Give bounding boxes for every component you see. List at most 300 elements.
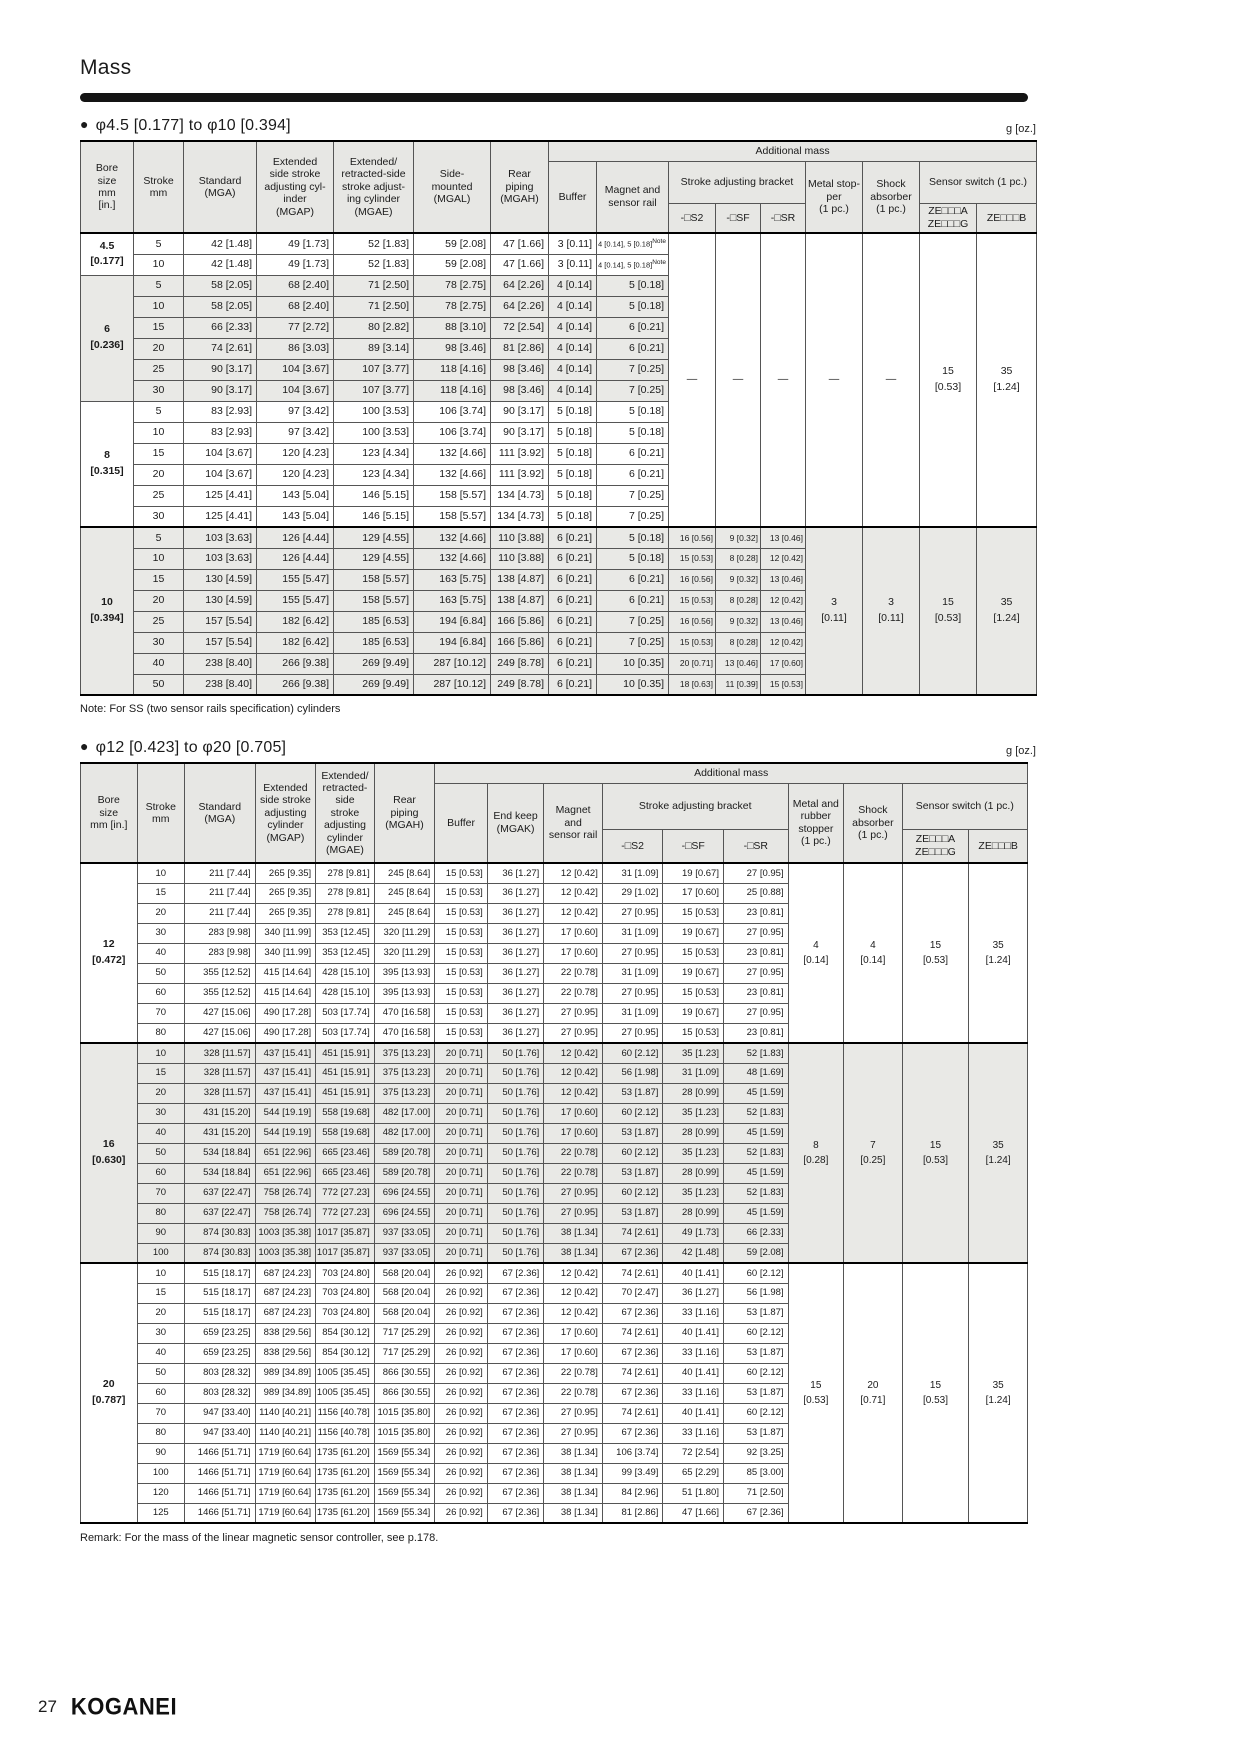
stroke-cell: 90 xyxy=(137,1443,184,1463)
merged-mass-cell: 35 [1.24] xyxy=(969,863,1028,1043)
mass-value-cell: 60 [2.12] xyxy=(602,1143,663,1163)
mass-value-cell: 15 [0.53] xyxy=(435,983,487,1003)
mass-value-cell: 687 [24.23] xyxy=(255,1283,316,1303)
mass-value-cell: 50 [1.76] xyxy=(487,1123,544,1143)
mass-value-cell: 490 [17.28] xyxy=(255,1023,316,1043)
mass-value-cell: 67 [2.36] xyxy=(487,1483,544,1503)
mass-value-cell: 92 [3.25] xyxy=(723,1443,788,1463)
mass-value-cell: 90 [3.17] xyxy=(184,380,257,401)
mass-value-cell: 838 [29.56] xyxy=(255,1343,316,1363)
mass-value-cell: 51 [1.80] xyxy=(663,1483,724,1503)
mass-value-cell: 320 [11.29] xyxy=(374,943,435,963)
mass-value-cell: 33 [1.16] xyxy=(663,1343,724,1363)
mass-value-cell: 12 [0.42] xyxy=(544,1263,603,1283)
mass-value-cell: 53 [1.87] xyxy=(723,1383,788,1403)
mass-value-cell: 665 [23.46] xyxy=(316,1143,375,1163)
mass-value-cell: 717 [25.29] xyxy=(374,1343,435,1363)
mass-value-cell: 27 [0.95] xyxy=(544,1423,603,1443)
mass-value-cell: 637 [22.47] xyxy=(184,1203,255,1223)
mass-value-cell: 20 [0.71] xyxy=(435,1183,487,1203)
stroke-cell: 125 xyxy=(137,1503,184,1523)
mass-value-cell: 6 [0.21] xyxy=(549,674,597,695)
mass-value-cell: 20 [0.71] xyxy=(435,1243,487,1263)
mass-value-cell: 17 [0.60] xyxy=(544,1123,603,1143)
bore-size-cell: 16 [0.630] xyxy=(81,1043,138,1263)
mass-value-cell: 27 [0.95] xyxy=(602,943,663,963)
mass-value-cell: 97 [3.42] xyxy=(257,401,334,422)
bore-size-cell: 12 [0.472] xyxy=(81,863,138,1043)
mass-value-cell: 20 [0.71] xyxy=(669,653,716,674)
mass-value-cell: 7 [0.25] xyxy=(597,611,669,632)
merged-mass-cell: 8 [0.28] xyxy=(788,1043,844,1263)
mass-value-cell: 36 [1.27] xyxy=(487,923,544,943)
mass-value-cell: 427 [15.06] xyxy=(184,1023,255,1043)
mass-value-cell: 4 [0.14], 5 $[0.18]^{Note}$ xyxy=(597,254,669,275)
mass-value-cell: 83 [2.93] xyxy=(184,401,257,422)
mass-value-cell: 90 [3.17] xyxy=(184,359,257,380)
mass-value-cell: 53 [1.87] xyxy=(602,1163,663,1183)
stroke-cell: 80 xyxy=(137,1203,184,1223)
mass-value-cell: 1735 [61.20] xyxy=(316,1463,375,1483)
mass-value-cell: 104 [3.67] xyxy=(184,464,257,485)
mass-value-cell: 20 [0.71] xyxy=(435,1143,487,1163)
mass-value-cell: 107 [3.77] xyxy=(334,380,414,401)
mass-value-cell: 125 [4.41] xyxy=(184,506,257,527)
mass-value-cell: 211 [7.44] xyxy=(184,863,255,883)
merged-mass-cell: 35 [1.24] xyxy=(969,1043,1028,1263)
stroke-cell: 70 xyxy=(137,1183,184,1203)
stroke-cell: 120 xyxy=(137,1483,184,1503)
mass-value-cell: 427 [15.06] xyxy=(184,1003,255,1023)
mass-value-cell: 50 [1.76] xyxy=(487,1043,544,1063)
mass-value-cell: 157 [5.54] xyxy=(184,611,257,632)
stroke-cell: 5 xyxy=(134,233,184,254)
mass-value-cell: 854 [30.12] xyxy=(316,1343,375,1363)
mass-value-cell: 6 [0.21] xyxy=(549,653,597,674)
mass-value-cell: 36 [1.27] xyxy=(487,943,544,963)
stroke-cell: 70 xyxy=(137,1003,184,1023)
column-header: Bore size mm [in.] xyxy=(81,763,138,863)
mass-value-cell: 437 [15.41] xyxy=(255,1043,316,1063)
mass-value-cell: 20 [0.71] xyxy=(435,1063,487,1083)
mass-value-cell: 15 [0.53] xyxy=(663,1023,724,1043)
column-header: -□SR xyxy=(761,203,806,233)
mass-value-cell: 245 [8.64] xyxy=(374,883,435,903)
mass-value-cell: 249 [8.78] xyxy=(491,653,549,674)
mass-value-cell: 1015 [35.80] xyxy=(374,1403,435,1423)
mass-value-cell: 5 [0.18] xyxy=(597,422,669,443)
mass-value-cell: 26 [0.92] xyxy=(435,1363,487,1383)
mass-value-cell: 47 [1.66] xyxy=(663,1503,724,1523)
mass-value-cell: 1569 [55.34] xyxy=(374,1483,435,1503)
stroke-cell: 80 xyxy=(137,1023,184,1043)
mass-value-cell: 17 [0.60] xyxy=(544,923,603,943)
mass-value-cell: 12 [0.42] xyxy=(544,1043,603,1063)
mass-value-cell: 100 [3.53] xyxy=(334,401,414,422)
mass-value-cell: 67 [2.36] xyxy=(487,1443,544,1463)
stroke-cell: 10 xyxy=(137,1263,184,1283)
mass-value-cell: 36 [1.27] xyxy=(487,883,544,903)
mass-value-cell: 53 [1.87] xyxy=(723,1303,788,1323)
mass-value-cell: 67 [2.36] xyxy=(602,1343,663,1363)
mass-value-cell: 106 [3.74] xyxy=(414,401,491,422)
mass-value-cell: 12 [0.42] xyxy=(544,863,603,883)
mass-value-cell: 35 [1.23] xyxy=(663,1103,724,1123)
stroke-cell: 10 xyxy=(134,254,184,275)
mass-value-cell: 758 [26.74] xyxy=(255,1183,316,1203)
mass-value-cell: 33 [1.16] xyxy=(663,1423,724,1443)
mass-value-cell: 266 [9.38] xyxy=(257,653,334,674)
mass-value-cell: 415 [14.64] xyxy=(255,963,316,983)
stroke-cell: 20 xyxy=(137,1083,184,1103)
mass-value-cell: 48 [1.69] xyxy=(723,1063,788,1083)
mass-value-cell: 36 [1.27] xyxy=(487,983,544,1003)
stroke-cell: 20 xyxy=(137,1303,184,1323)
page-title: Mass xyxy=(80,56,132,79)
mass-value-cell: 353 [12.45] xyxy=(316,943,375,963)
mass-value-cell: 16 [0.56] xyxy=(669,569,716,590)
mass-value-cell: 269 [9.49] xyxy=(334,674,414,695)
mass-value-cell: 1003 [35.38] xyxy=(255,1223,316,1243)
mass-value-cell: 185 [6.53] xyxy=(334,611,414,632)
mass-value-cell: 15 [0.53] xyxy=(761,674,806,695)
mass-value-cell: 328 [11.57] xyxy=(184,1043,255,1063)
mass-value-cell: 26 [0.92] xyxy=(435,1303,487,1323)
mass-value-cell: 125 [4.41] xyxy=(184,485,257,506)
mass-value-cell: 138 [4.87] xyxy=(491,590,549,611)
mass-value-cell: 5 [0.18] xyxy=(549,506,597,527)
stroke-cell: 50 xyxy=(137,1143,184,1163)
column-header: Standard (MGA) xyxy=(184,141,257,233)
mass-value-cell: 6 [0.21] xyxy=(597,569,669,590)
mass-value-cell: 803 [28.32] xyxy=(184,1363,255,1383)
mass-value-cell: 36 [1.27] xyxy=(487,1003,544,1023)
unit-label: g [oz.] xyxy=(1006,123,1036,135)
mass-value-cell: 1140 [40.21] xyxy=(255,1423,316,1443)
mass-value-cell: 703 [24.80] xyxy=(316,1263,375,1283)
mass-value-cell: 854 [30.12] xyxy=(316,1323,375,1343)
mass-value-cell: 67 [2.36] xyxy=(487,1463,544,1483)
mass-value-cell: 64 [2.26] xyxy=(491,275,549,296)
mass-value-cell: 283 [9.98] xyxy=(184,923,255,943)
mass-value-cell: 12 [0.42] xyxy=(761,632,806,653)
mass-value-cell: 31 [1.09] xyxy=(602,963,663,983)
mass-value-cell: 58 [2.05] xyxy=(184,296,257,317)
mass-value-cell: 98 [3.46] xyxy=(491,359,549,380)
stroke-cell: 15 xyxy=(134,317,184,338)
mass-value-cell: 27 [0.95] xyxy=(723,923,788,943)
mass-value-cell: 503 [17.74] xyxy=(316,1023,375,1043)
mass-value-cell: 482 [17.00] xyxy=(374,1123,435,1143)
mass-value-cell: 158 [5.57] xyxy=(334,590,414,611)
mass-value-cell: 19 [0.67] xyxy=(663,1003,724,1023)
mass-value-cell: 1015 [35.80] xyxy=(374,1423,435,1443)
table-note: Note: For SS (two sensor rails specification) cylinders xyxy=(80,703,341,715)
bore-size-cell: 4.5 [0.177] xyxy=(81,233,134,275)
mass-value-cell: 17 [0.60] xyxy=(544,1343,603,1363)
section-bullet-icon: ● xyxy=(80,738,89,754)
mass-value-cell: 27 [0.95] xyxy=(602,983,663,1003)
mass-value-cell: 38 [1.34] xyxy=(544,1443,603,1463)
mass-value-cell: 72 [2.54] xyxy=(491,317,549,338)
mass-value-cell: 989 [34.89] xyxy=(255,1363,316,1383)
mass-value-cell: 60 [2.12] xyxy=(723,1363,788,1383)
mass-value-cell: 104 [3.67] xyxy=(257,380,334,401)
stroke-cell: 15 xyxy=(137,883,184,903)
mass-value-cell: 50 [1.76] xyxy=(487,1143,544,1163)
mass-value-cell: 64 [2.26] xyxy=(491,296,549,317)
mass-value-cell: 428 [15.10] xyxy=(316,983,375,1003)
mass-value-cell: 67 [2.36] xyxy=(487,1403,544,1423)
mass-value-cell: 515 [18.17] xyxy=(184,1283,255,1303)
stroke-cell: 25 xyxy=(134,485,184,506)
mass-value-cell: 355 [12.52] xyxy=(184,963,255,983)
mass-value-cell: 27 [0.95] xyxy=(602,1023,663,1043)
mass-value-cell: 1719 [60.64] xyxy=(255,1443,316,1463)
mass-value-cell: 50 [1.76] xyxy=(487,1183,544,1203)
merged-mass-cell: 15 [0.53] xyxy=(920,527,977,695)
mass-value-cell: 29 [1.02] xyxy=(602,883,663,903)
mass-value-cell: 558 [19.68] xyxy=(316,1123,375,1143)
mass-table xyxy=(80,140,1037,696)
mass-value-cell: 287 [10.12] xyxy=(414,674,491,695)
mass-value-cell: 20 [0.71] xyxy=(435,1163,487,1183)
column-header: Extended/ retracted-side stroke adjust- ing cylinder (MGAE) xyxy=(334,141,414,233)
remark: Remark: For the mass of the linear magnetic sensor controller, see p.178. xyxy=(80,1532,439,1544)
mass-value-cell: 249 [8.78] xyxy=(491,674,549,695)
merged-mass-cell: 15 [0.53] xyxy=(902,1263,969,1523)
mass-value-cell: 42 [1.48] xyxy=(184,254,257,275)
column-header: ZE□□□B xyxy=(977,203,1037,233)
mass-value-cell: 50 [1.76] xyxy=(487,1223,544,1243)
mass-value-cell: 4 [0.14] xyxy=(549,317,597,338)
mass-value-cell: 772 [27.23] xyxy=(316,1203,375,1223)
mass-value-cell: 937 [33.05] xyxy=(374,1243,435,1263)
mass-value-cell: 155 [5.47] xyxy=(257,590,334,611)
mass-table xyxy=(80,762,1028,1524)
mass-value-cell: 395 [13.93] xyxy=(374,983,435,1003)
mass-value-cell: 589 [20.78] xyxy=(374,1143,435,1163)
mass-value-cell: 28 [0.99] xyxy=(663,1083,724,1103)
mass-value-cell: 8 [0.28] xyxy=(716,632,761,653)
mass-value-cell: 49 [1.73] xyxy=(257,233,334,254)
mass-value-cell: 15 [0.53] xyxy=(435,1023,487,1043)
stroke-cell: 50 xyxy=(137,963,184,983)
mass-value-cell: 40 [1.41] xyxy=(663,1323,724,1343)
mass-value-cell: 947 [33.40] xyxy=(184,1403,255,1423)
mass-value-cell: 15 [0.53] xyxy=(663,943,724,963)
mass-value-cell: 38 [1.34] xyxy=(544,1223,603,1243)
mass-value-cell: 52 [1.83] xyxy=(334,233,414,254)
mass-value-cell: 78 [2.75] xyxy=(414,275,491,296)
mass-value-cell: 67 [2.36] xyxy=(723,1503,788,1523)
column-header: Buffer xyxy=(549,161,597,233)
bore-size-cell: 8 [0.315] xyxy=(81,401,134,527)
mass-value-cell: 375 [13.23] xyxy=(374,1043,435,1063)
mass-value-cell: 22 [0.78] xyxy=(544,1143,603,1163)
mass-value-cell: 67 [2.36] xyxy=(602,1243,663,1263)
mass-value-cell: 106 [3.74] xyxy=(414,422,491,443)
column-header: -□S2 xyxy=(602,829,663,863)
stroke-cell: 100 xyxy=(137,1243,184,1263)
mass-value-cell: 6 [0.21] xyxy=(597,443,669,464)
column-header: Standard (MGA) xyxy=(184,763,255,863)
stroke-cell: 25 xyxy=(134,611,184,632)
mass-value-cell: 772 [27.23] xyxy=(316,1183,375,1203)
mass-value-cell: 7 [0.25] xyxy=(597,359,669,380)
mass-value-cell: 67 [2.36] xyxy=(487,1283,544,1303)
mass-value-cell: 287 [10.12] xyxy=(414,653,491,674)
mass-value-cell: 470 [16.58] xyxy=(374,1003,435,1023)
mass-value-cell: 53 [1.87] xyxy=(723,1423,788,1443)
merged-mass-cell: — xyxy=(806,233,863,527)
column-header: -□S2 xyxy=(669,203,716,233)
mass-value-cell: 71 [2.50] xyxy=(334,275,414,296)
mass-value-cell: 26 [0.92] xyxy=(435,1403,487,1423)
mass-value-cell: 132 [4.66] xyxy=(414,527,491,548)
mass-value-cell: 40 [1.41] xyxy=(663,1403,724,1423)
mass-value-cell: 1735 [61.20] xyxy=(316,1483,375,1503)
mass-value-cell: 26 [0.92] xyxy=(435,1383,487,1403)
stroke-cell: 30 xyxy=(137,1103,184,1123)
mass-value-cell: 415 [14.64] xyxy=(255,983,316,1003)
koganei-logo: KOGANEI xyxy=(70,1692,178,1720)
column-header: Bore size mm [in.] xyxy=(81,141,134,233)
column-header: Stroke adjusting bracket xyxy=(669,161,806,203)
mass-value-cell: 134 [4.73] xyxy=(491,485,549,506)
mass-value-cell: 132 [4.66] xyxy=(414,443,491,464)
mass-value-cell: 1466 [51.71] xyxy=(184,1503,255,1523)
mass-value-cell: 6 [0.21] xyxy=(549,590,597,611)
mass-value-cell: 35 [1.23] xyxy=(663,1043,724,1063)
mass-value-cell: 36 [1.27] xyxy=(487,1023,544,1043)
column-header: -□SF xyxy=(716,203,761,233)
mass-value-cell: 266 [9.38] xyxy=(257,674,334,695)
mass-value-cell: 67 [2.36] xyxy=(487,1363,544,1383)
column-header: Magnet and sensor rail xyxy=(597,161,669,233)
mass-value-cell: 703 [24.80] xyxy=(316,1283,375,1303)
mass-value-cell: 68 [2.40] xyxy=(257,275,334,296)
mass-value-cell: 49 [1.73] xyxy=(257,254,334,275)
mass-value-cell: 1719 [60.64] xyxy=(255,1463,316,1483)
stroke-cell: 40 xyxy=(137,1123,184,1143)
mass-value-cell: 659 [23.25] xyxy=(184,1323,255,1343)
mass-value-cell: 27 [0.95] xyxy=(723,863,788,883)
mass-value-cell: 265 [9.35] xyxy=(255,903,316,923)
mass-value-cell: 146 [5.15] xyxy=(334,485,414,506)
stroke-cell: 10 xyxy=(134,422,184,443)
mass-value-cell: 874 [30.83] xyxy=(184,1223,255,1243)
column-header: Extended side stroke adjusting cylinder (MGAP) xyxy=(255,763,316,863)
mass-value-cell: 22 [0.78] xyxy=(544,983,603,1003)
mass-value-cell: 1719 [60.64] xyxy=(255,1503,316,1523)
stroke-cell: 90 xyxy=(137,1223,184,1243)
mass-value-cell: 4 [0.14] xyxy=(549,296,597,317)
stroke-cell: 60 xyxy=(137,1163,184,1183)
mass-value-cell: 126 [4.44] xyxy=(257,527,334,548)
mass-value-cell: 9 [0.32] xyxy=(716,569,761,590)
mass-value-cell: 56 [1.98] xyxy=(723,1283,788,1303)
mass-value-cell: 27 [0.95] xyxy=(723,1003,788,1023)
mass-value-cell: 158 [5.57] xyxy=(334,569,414,590)
mass-value-cell: 132 [4.66] xyxy=(414,548,491,569)
mass-value-cell: 544 [19.19] xyxy=(255,1123,316,1143)
mass-value-cell: 437 [15.41] xyxy=(255,1083,316,1103)
mass-value-cell: 15 [0.53] xyxy=(435,963,487,983)
mass-value-cell: 19 [0.67] xyxy=(663,923,724,943)
mass-value-cell: 1003 [35.38] xyxy=(255,1243,316,1263)
mass-value-cell: 340 [11.99] xyxy=(255,923,316,943)
mass-value-cell: 26 [0.92] xyxy=(435,1423,487,1443)
mass-value-cell: 758 [26.74] xyxy=(255,1203,316,1223)
merged-mass-cell: — xyxy=(863,233,920,527)
column-header: Buffer xyxy=(435,783,487,863)
mass-value-cell: 544 [19.19] xyxy=(255,1103,316,1123)
stroke-cell: 100 xyxy=(137,1463,184,1483)
column-header: Additional mass xyxy=(435,763,1028,783)
mass-value-cell: 77 [2.72] xyxy=(257,317,334,338)
mass-value-cell: 558 [19.68] xyxy=(316,1103,375,1123)
mass-value-cell: 12 [0.42] xyxy=(544,1303,603,1323)
mass-value-cell: 53 [1.87] xyxy=(602,1083,663,1103)
mass-value-cell: 637 [22.47] xyxy=(184,1183,255,1203)
mass-value-cell: 74 [2.61] xyxy=(602,1403,663,1423)
mass-value-cell: 13 [0.46] xyxy=(761,569,806,590)
mass-value-cell: 1466 [51.71] xyxy=(184,1443,255,1463)
mass-value-cell: 26 [0.92] xyxy=(435,1283,487,1303)
mass-value-cell: 355 [12.52] xyxy=(184,983,255,1003)
mass-value-cell: 12 [0.42] xyxy=(544,903,603,923)
mass-value-cell: 6 [0.21] xyxy=(549,611,597,632)
mass-value-cell: 1140 [40.21] xyxy=(255,1403,316,1423)
mass-value-cell: 1017 [35.87] xyxy=(316,1243,375,1263)
stroke-cell: 30 xyxy=(134,506,184,527)
mass-value-cell: 120 [4.23] xyxy=(257,464,334,485)
column-header: Stroke adjusting bracket xyxy=(602,783,788,829)
stroke-cell: 10 xyxy=(137,863,184,883)
mass-value-cell: 98 [3.46] xyxy=(491,380,549,401)
stroke-cell: 15 xyxy=(134,569,184,590)
stroke-cell: 20 xyxy=(134,464,184,485)
mass-value-cell: 26 [0.92] xyxy=(435,1343,487,1363)
mass-value-cell: 80 [2.82] xyxy=(334,317,414,338)
mass-value-cell: 89 [3.14] xyxy=(334,338,414,359)
column-header: Rear piping (MGAH) xyxy=(374,763,435,863)
mass-value-cell: 40 [1.41] xyxy=(663,1363,724,1383)
mass-value-cell: 6 [0.21] xyxy=(549,548,597,569)
mass-value-cell: 395 [13.93] xyxy=(374,963,435,983)
mass-value-cell: 85 [3.00] xyxy=(723,1463,788,1483)
mass-value-cell: 111 [3.92] xyxy=(491,443,549,464)
mass-value-cell: 67 [2.36] xyxy=(487,1343,544,1363)
mass-value-cell: 1466 [51.71] xyxy=(184,1463,255,1483)
stroke-cell: 80 xyxy=(137,1423,184,1443)
mass-value-cell: 182 [6.42] xyxy=(257,611,334,632)
stroke-cell: 50 xyxy=(134,674,184,695)
mass-value-cell: 515 [18.17] xyxy=(184,1303,255,1323)
stroke-cell: 10 xyxy=(134,296,184,317)
mass-value-cell: 31 [1.09] xyxy=(602,863,663,883)
mass-value-cell: 42 [1.48] xyxy=(184,233,257,254)
mass-value-cell: 49 [1.73] xyxy=(663,1223,724,1243)
mass-value-cell: 52 [1.83] xyxy=(723,1183,788,1203)
mass-value-cell: 15 [0.53] xyxy=(435,1003,487,1023)
mass-value-cell: 6 [0.21] xyxy=(597,338,669,359)
mass-value-cell: 36 [1.27] xyxy=(487,963,544,983)
mass-value-cell: 18 [0.63] xyxy=(669,674,716,695)
mass-value-cell: 50 [1.76] xyxy=(487,1083,544,1103)
mass-value-cell: 19 [0.67] xyxy=(663,963,724,983)
